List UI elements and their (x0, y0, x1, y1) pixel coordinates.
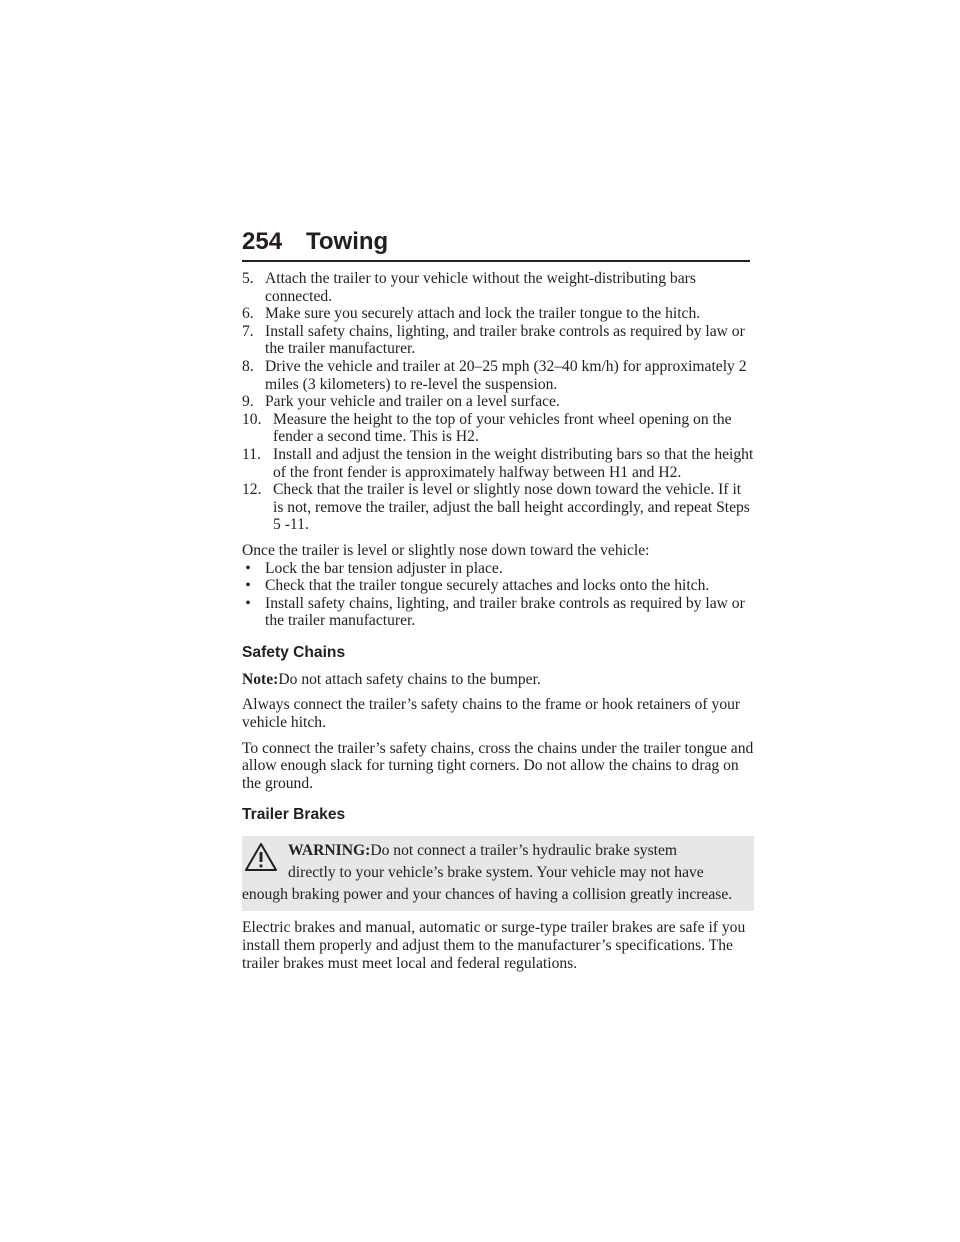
trailer-brakes-paragraph: Electric brakes and manual, automatic or surge-type trailer brakes are safe if you install them properly and adjust them to the manufacturer’s specifications. The trailer brakes must meet local and federal regulations. (242, 919, 746, 972)
note-label: Note: (242, 670, 279, 688)
page-number: 254 (242, 228, 283, 255)
safety-chains-note (242, 671, 754, 689)
page-content (242, 270, 754, 972)
steps-list (242, 270, 754, 534)
section-title: Towing (306, 228, 389, 255)
bullet-text: Check that the trailer tongue securely attaches and locks onto the hitch. (265, 577, 710, 595)
list-item (242, 481, 754, 534)
list-item (242, 560, 754, 578)
warning-first-line (242, 840, 750, 862)
step-text: Install and adjust the tension in the weight distributing bars so that the height of the front fender is approximately halfway between H1 and H2. (273, 445, 754, 481)
step-text: Install safety chains, lighting, and trailer brake controls as required by law or the trailer manufacturer. (265, 322, 745, 358)
step-number: 7. (242, 322, 254, 340)
warning-second-line: directly to your vehicle’s brake system. Your vehicle may not have (288, 864, 704, 882)
warning-label: WARNING: (288, 842, 371, 860)
bullet-text: Install safety chains, lighting, and trailer brake controls as required by law or the trailer manufacturer. (265, 594, 745, 630)
step-text: Attach the trailer to your vehicle without the weight-distributing bars connected. (265, 270, 696, 305)
list-item (242, 305, 754, 323)
step-number: 8. (242, 357, 254, 375)
warning-box (242, 836, 754, 911)
step-number: 9. (242, 393, 254, 411)
list-item (242, 595, 754, 630)
step-text: Make sure you securely attach and lock the trailer tongue to the hitch. (265, 305, 701, 323)
step-number: 10. (242, 410, 262, 428)
step-text: Drive the vehicle and trailer at 20–25 mph (32–40 km/h) for approximately 2 miles (3 kilometers) to re-level the suspension. (265, 357, 747, 393)
note-text: Do not attach safety chains to the bumper. (278, 670, 541, 688)
list-item (242, 323, 754, 358)
bullet-icon: • (245, 559, 251, 577)
warning-triangle-icon (244, 842, 278, 872)
list-item (242, 446, 754, 481)
safety-chains-paragraph-2: To connect the trailer’s safety chains, cross the chains under the trailer tongue and allow enough slack for turning tight corners. Do not allow the chains to drag on the ground. (242, 739, 754, 792)
step-number: 5. (242, 270, 254, 287)
step-number: 11. (242, 445, 261, 463)
warning-rest: enough braking power and your chances of having a collision greatly increase. (242, 886, 733, 904)
step-text: Measure the height to the top of your vehicles front wheel opening on the fender a second time. This is H2. (273, 410, 732, 446)
safety-chains-paragraph-1: Always connect the trailer’s safety chains to the frame or hook retainers of your vehicle hitch. (242, 696, 741, 732)
bullet-icon: • (245, 577, 251, 595)
safety-chains-heading: Safety Chains (242, 643, 346, 661)
step-number: 12. (242, 481, 262, 499)
step-text: Park your vehicle and trailer on a level surface. (265, 393, 560, 411)
bullet-icon: • (245, 594, 251, 612)
step-text: Check that the trailer is level or slightly nose down toward the vehicle. If it is not, remove the trailer, adjust the ball height accordingly, and repeat Steps 5 -11. (273, 481, 750, 534)
page-header (242, 228, 750, 262)
list-item (242, 393, 754, 411)
warning-text-line-1: Do not connect a trailer’s hydraulic brake system (370, 842, 678, 860)
list-item (242, 577, 754, 595)
list-item (242, 358, 754, 393)
bullet-text: Lock the bar tension adjuster in place. (265, 559, 503, 577)
step-number: 6. (242, 305, 254, 323)
once-level-bullets (242, 560, 754, 630)
once-level-intro: Once the trailer is level or slightly nose down toward the vehicle: (242, 541, 650, 559)
header-rule (242, 260, 750, 262)
list-item (242, 411, 754, 446)
list-item (242, 270, 754, 305)
trailer-brakes-heading: Trailer Brakes (242, 806, 346, 824)
